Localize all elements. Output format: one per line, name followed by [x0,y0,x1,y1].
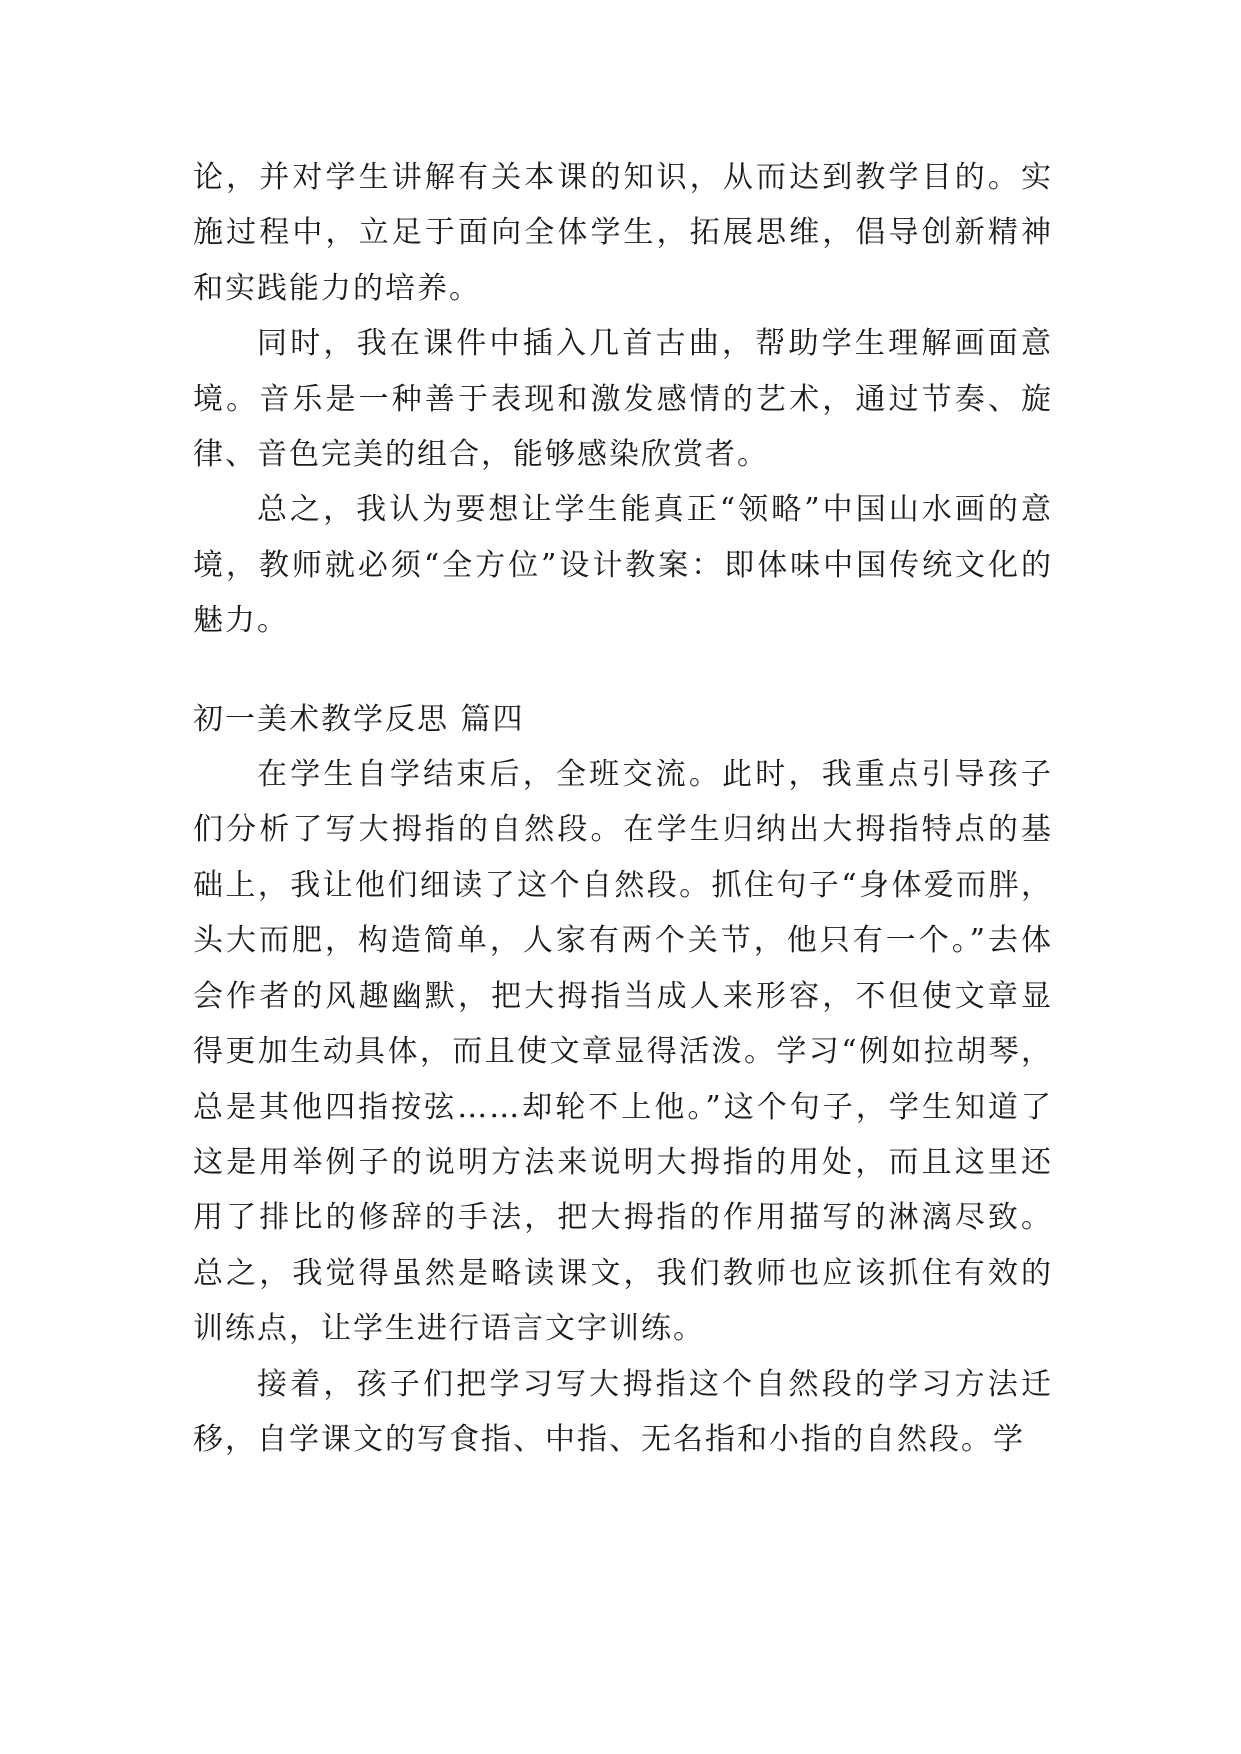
paragraph-2: 同时，我在课件中插入几首古曲，帮助学生理解画面意境。音乐是一种善于表现和激发感情的艺术，通过节奏、旋律、音色完美的组合，能够感染欣赏者。 [193,326,1053,473]
paragraph-1: 论，并对学生讲解有关本课的知识，从而达到教学目的。实施过程中，立足于面向全体学生，拓展思维，倡导创新精神和实践能力的培养。 [193,160,1053,306]
paragraph-3: 总之，我认为要想让学生能真正“领略”中国山水画的意境，教师就必须“全方位”设计教案：即体味中国传统文化的魅力。 [193,492,1053,639]
section-heading: 初一美术教学反思 篇四 [193,701,525,737]
paragraph-4: 在学生自学结束后，全班交流。此时，我重点引导孩子们分析了写大拇指的自然段。在学生归纳出大拇指特点的基础上，我让他们细读了这个自然段。抓住句子“身体爱而胖，头大而肥，构造简单，人家有两个关节，他只有一个。”去体会作者的风趣幽默，把大拇指当成人来形容，不但使文章显得更加生动具体，而且使文章显得活泼。学习“例如拉胡琴，总是其他四指按弦……却轮不上他。”这个句子，学生知道了这是用举例子的说明方法来说明大拇指的用处，而且这里还用了排比的修辞的手法，把大拇指的作用描写的淋漓尽致。总之，我觉得虽然是略读课文，我们教师也应该抓住有效的训练点，让学生进行语言文字训练。 [193,757,1053,1347]
paragraph-5: 接着，孩子们把学习写大拇指这个自然段的学习方法迁移，自学课文的写食指、中指、无名指和小指的自然段。学 [193,1366,1053,1457]
document-body [193,150,1053,1467]
